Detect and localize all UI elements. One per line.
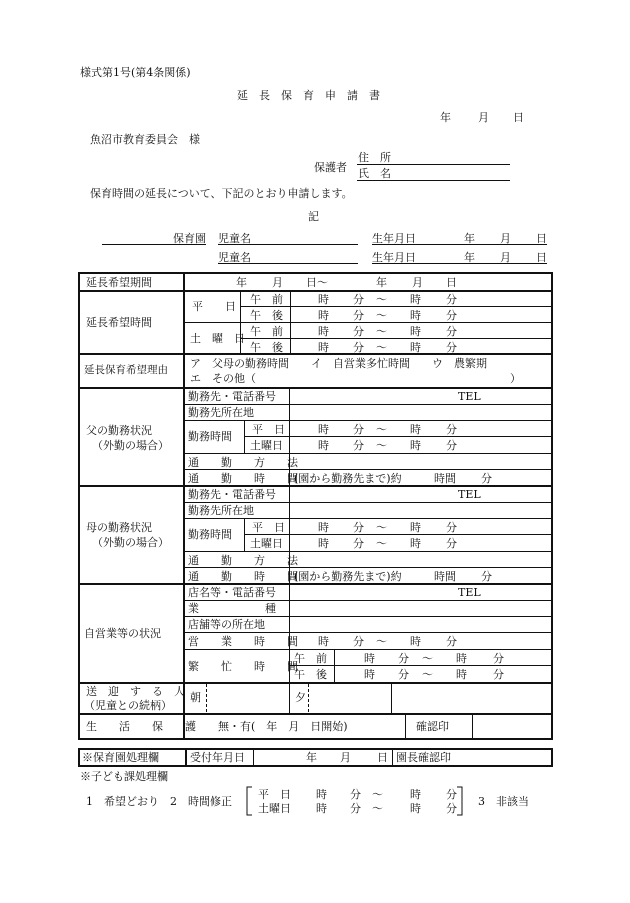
hours-label: 延長希望時間 <box>86 316 152 329</box>
reason-label: 延長保育希望理由 <box>84 364 168 376</box>
school-label: 保育園 <box>173 232 206 245</box>
hour: 時 <box>318 537 329 550</box>
busy-am: 午 前 <box>294 652 327 665</box>
hours-weekday-am: 午 前 <box>250 293 283 306</box>
pickup-evening: 夕 <box>295 691 306 704</box>
minute: 分 <box>446 325 457 338</box>
hour: 時 <box>318 635 329 648</box>
father-saturday: 土曜日 <box>250 439 283 452</box>
shop-address: 店舗等の所在地 <box>188 618 265 631</box>
minute: 分 <box>446 537 457 550</box>
hours-weekday-pm: 午 後 <box>250 309 283 322</box>
minute: 分 <box>353 521 364 534</box>
tilde: 〜 <box>376 521 387 534</box>
mother-commute-note: (園から勤務先まで)約 <box>294 570 402 583</box>
tilde: 〜 <box>376 309 387 322</box>
shop-tel: 店名等・電話番号 <box>188 586 276 599</box>
tilde: 〜 <box>422 668 433 681</box>
office-received: 受付年月日 <box>190 751 245 764</box>
minute: 分 <box>350 802 361 815</box>
period-label: 延長希望期間 <box>86 276 152 289</box>
father-commute-note: (園から勤務先まで)約 <box>294 472 402 485</box>
office-month: 月 <box>340 751 351 764</box>
pickup-label: 送 迎 す る 人 <box>86 685 185 698</box>
hours-saturday-pm: 午 後 <box>250 341 283 354</box>
business-hours: 営 業 時 間 <box>188 635 298 648</box>
tilde: 〜 <box>376 325 387 338</box>
mother-saturday: 土曜日 <box>250 537 283 550</box>
reason-options: ア 父母の勤務時間 イ 自営業多忙時間 ウ 農繁期 <box>190 357 487 370</box>
hours-weekday: 平 日 <box>192 300 236 313</box>
minute: 分 <box>446 293 457 306</box>
office-year: 年 <box>306 751 317 764</box>
busy-pm: 午 後 <box>294 668 327 681</box>
minute: 分 <box>353 635 364 648</box>
minute: 分 <box>493 668 504 681</box>
hour: 時 <box>410 341 421 354</box>
minute: 分 <box>446 309 457 322</box>
child2-birth-line[interactable] <box>372 263 547 264</box>
mother-commute-time: 通 勤 時 間 <box>188 570 298 583</box>
minute: 分 <box>398 652 409 665</box>
welfare-label: 生 活 保 護 <box>86 720 196 733</box>
office-day: 日 <box>377 751 388 764</box>
school-line[interactable] <box>102 244 206 245</box>
child1-birth-label: 生年月日 <box>372 232 416 245</box>
father-employer-tel: 勤務先・電話番号 <box>188 390 276 403</box>
hour: 時 <box>318 341 329 354</box>
intro-text: 保育時間の延長について、下記のとおり申請します。 <box>90 187 353 200</box>
minute: 分 <box>353 439 364 452</box>
hour: 時 <box>410 788 421 801</box>
date-day: 日 <box>513 111 524 124</box>
kodomo-saturday: 土曜日 <box>258 802 291 815</box>
minute: 分 <box>446 439 457 452</box>
hour: 時 <box>318 439 329 452</box>
period-to-year: 年 <box>376 276 387 289</box>
form-title: 延 長 保 育 申 請 書 <box>237 89 380 102</box>
child2-day: 日 <box>536 251 547 264</box>
tilde: 〜 <box>422 652 433 665</box>
hour: 時 <box>364 668 375 681</box>
left-bracket-icon <box>245 786 253 816</box>
addressee: 魚沼市教育委員会 様 <box>90 133 200 146</box>
guardian-label: 保護者 <box>314 161 347 174</box>
mother-work-hours: 勤務時間 <box>188 528 232 541</box>
mother-commute-method: 通 勤 方 法 <box>188 554 298 567</box>
busy-hours: 繁 忙 時 間 <box>188 660 298 673</box>
kodomo-label: ※子ども課処理欄 <box>80 770 168 783</box>
minute: 分 <box>446 341 457 354</box>
father-commute-minute: 分 <box>481 472 492 485</box>
child2-month: 月 <box>500 251 511 264</box>
father-weekday: 平 日 <box>252 423 285 436</box>
ki-text: 記 <box>308 210 319 223</box>
hour: 時 <box>318 309 329 322</box>
child2-birth-label: 生年月日 <box>372 251 416 264</box>
hour: 時 <box>410 423 421 436</box>
mother-employer-addr: 勤務先所在地 <box>188 504 254 517</box>
child1-year: 年 <box>464 232 475 245</box>
guardian-name-label: 氏 名 <box>358 167 391 180</box>
child2-line[interactable] <box>218 263 358 264</box>
guardian-address-label: 住 所 <box>358 151 391 164</box>
period-to-day: 日 <box>446 276 457 289</box>
kodomo-option3: 3 非該当 <box>478 795 529 808</box>
father-work-hours: 勤務時間 <box>188 430 232 443</box>
tilde: 〜 <box>376 293 387 306</box>
minute: 分 <box>353 325 364 338</box>
hour: 時 <box>410 325 421 338</box>
hour: 時 <box>410 293 421 306</box>
hours-saturday: 土 曜 日 <box>190 332 245 345</box>
father-sublabel: （外勤の場合） <box>92 439 169 452</box>
tilde: 〜 <box>372 788 383 801</box>
mother-employer-tel: 勤務先・電話番号 <box>188 488 276 501</box>
hour: 時 <box>316 788 327 801</box>
minute: 分 <box>353 423 364 436</box>
hour: 時 <box>410 537 421 550</box>
hour: 時 <box>410 802 421 815</box>
father-commute-hour: 時間 <box>434 472 456 485</box>
minute: 分 <box>493 652 504 665</box>
mother-tel: TEL <box>458 488 481 501</box>
hour: 時 <box>316 802 327 815</box>
hour: 時 <box>456 668 467 681</box>
date-month: 月 <box>478 111 489 124</box>
child1-birth-line[interactable] <box>372 244 547 245</box>
date-year: 年 <box>440 111 451 124</box>
minute: 分 <box>353 537 364 550</box>
kodomo-weekday: 平 日 <box>258 788 291 801</box>
reason-other: エ その他（ <box>190 372 256 385</box>
hour: 時 <box>364 652 375 665</box>
child2-label: 児童名 <box>218 251 251 264</box>
tilde: 〜 <box>376 423 387 436</box>
period-from-day: 日〜 <box>306 276 328 289</box>
child1-line[interactable] <box>218 244 358 245</box>
pickup-sublabel: （児童との続柄） <box>84 699 172 712</box>
office-label: ※保育園処理欄 <box>82 751 159 764</box>
period-to-month: 月 <box>412 276 423 289</box>
pickup-morning: 朝 <box>190 691 201 704</box>
hour: 時 <box>318 423 329 436</box>
father-label: 父の勤務状況 <box>86 424 152 437</box>
welfare-status: 無・有( 年 月 日開始) <box>218 720 348 733</box>
hours-saturday-am: 午 前 <box>250 325 283 338</box>
father-commute-method: 通 勤 方 法 <box>188 456 298 469</box>
shop-tel-value: TEL <box>458 586 481 599</box>
hour: 時 <box>318 521 329 534</box>
tilde: 〜 <box>372 802 383 815</box>
minute: 分 <box>350 788 361 801</box>
mother-commute-hour: 時間 <box>434 570 456 583</box>
minute: 分 <box>446 635 457 648</box>
tilde: 〜 <box>376 341 387 354</box>
father-commute-time: 通 勤 時 間 <box>188 472 298 485</box>
hour: 時 <box>410 635 421 648</box>
hour: 時 <box>410 309 421 322</box>
welfare-confirm: 確認印 <box>416 720 449 733</box>
minute: 分 <box>446 788 457 801</box>
hour: 時 <box>456 652 467 665</box>
kodomo-option1: 1 希望どおり <box>86 795 159 808</box>
label-column-divider <box>183 272 185 740</box>
kodomo-option2: 2 時間修正 <box>170 795 232 808</box>
mother-weekday: 平 日 <box>252 521 285 534</box>
child1-day: 日 <box>536 232 547 245</box>
child2-year: 年 <box>464 251 475 264</box>
business-type: 業 種 <box>188 602 276 615</box>
tilde: 〜 <box>376 537 387 550</box>
minute: 分 <box>446 802 457 815</box>
form-number: 様式第1号(第4条関係) <box>80 66 191 79</box>
hour: 時 <box>318 325 329 338</box>
tilde: 〜 <box>376 439 387 452</box>
office-principal: 園長確認印 <box>396 751 451 764</box>
guardian-address-line[interactable] <box>357 164 510 165</box>
minute: 分 <box>446 521 457 534</box>
reason-close: ） <box>510 372 521 385</box>
mother-label: 母の勤務状況 <box>86 521 152 534</box>
hour: 時 <box>410 521 421 534</box>
minute: 分 <box>353 341 364 354</box>
minute: 分 <box>398 668 409 681</box>
minute: 分 <box>353 309 364 322</box>
tilde: 〜 <box>376 635 387 648</box>
child1-month: 月 <box>500 232 511 245</box>
child1-label: 児童名 <box>218 232 251 245</box>
mother-sublabel: （外勤の場合） <box>92 536 169 549</box>
hour: 時 <box>410 439 421 452</box>
hour: 時 <box>318 293 329 306</box>
right-bracket-icon <box>456 786 464 816</box>
mother-commute-minute: 分 <box>481 570 492 583</box>
minute: 分 <box>446 423 457 436</box>
father-employer-addr: 勤務先所在地 <box>188 406 254 419</box>
period-from-year: 年 <box>236 276 247 289</box>
self-employed-label: 自営業等の状況 <box>84 627 161 640</box>
father-tel: TEL <box>458 390 481 403</box>
period-from-month: 月 <box>272 276 283 289</box>
minute: 分 <box>353 293 364 306</box>
guardian-name-line[interactable] <box>357 180 510 181</box>
